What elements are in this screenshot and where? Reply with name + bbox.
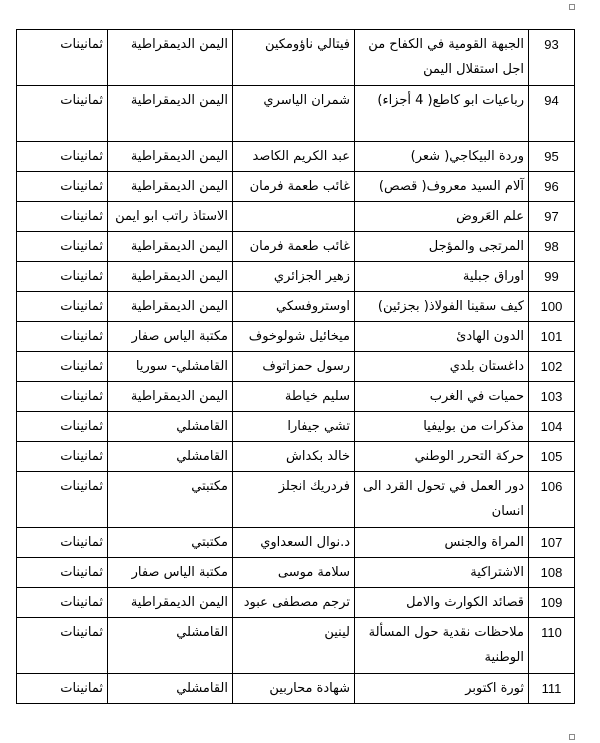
book-title-cell: مذكرات من بوليفيا [355, 412, 529, 442]
row-number-cell: 93 [529, 30, 575, 86]
book-author-cell: اوستروفسكي [233, 292, 355, 322]
book-author-cell: ترجم مصطفى عبود [233, 588, 355, 618]
book-author-cell: عبد الكريم الكاصد [233, 142, 355, 172]
book-period-cell: ثمانينات [17, 292, 108, 322]
book-period-cell: ثمانينات [17, 352, 108, 382]
row-number-cell: 103 [529, 382, 575, 412]
book-period-cell: ثمانينات [17, 528, 108, 558]
book-publisher-cell: اليمن الديمقراطية [108, 262, 233, 292]
book-title-cell: ثورة اكتوبر [355, 674, 529, 704]
book-author-cell: د.نوال السعداوي [233, 528, 355, 558]
row-number-cell: 99 [529, 262, 575, 292]
row-number-cell: 95 [529, 142, 575, 172]
book-title-cell: المرتجى والمؤجل [355, 232, 529, 262]
table-row [17, 202, 575, 232]
book-publisher-cell: اليمن الديمقراطية [108, 86, 233, 142]
table-row [17, 472, 575, 528]
book-title-cell: الجبهة القومية في الكفاح من اجل استقلال اليمن [355, 30, 529, 86]
table-row [17, 352, 575, 382]
table-row [17, 442, 575, 472]
row-number-cell: 97 [529, 202, 575, 232]
book-title-cell: الدون الهادئ [355, 322, 529, 352]
book-publisher-cell: اليمن الديمقراطية [108, 382, 233, 412]
row-number-cell: 102 [529, 352, 575, 382]
book-publisher-cell: اليمن الديمقراطية [108, 588, 233, 618]
book-publisher-cell: مكتبتي [108, 528, 233, 558]
table-row [17, 618, 575, 674]
books-table [16, 29, 575, 704]
book-publisher-cell: القامشلي [108, 618, 233, 674]
row-number-cell: 109 [529, 588, 575, 618]
book-period-cell: ثمانينات [17, 674, 108, 704]
book-publisher-cell: مكتبتي [108, 472, 233, 528]
table-row [17, 142, 575, 172]
row-number-cell: 98 [529, 232, 575, 262]
book-title-cell: الاشتراكية [355, 558, 529, 588]
book-author-cell [233, 202, 355, 232]
book-period-cell: ثمانينات [17, 588, 108, 618]
book-author-cell: فردريك انجلز [233, 472, 355, 528]
page-corner-mark-top [569, 4, 575, 10]
book-period-cell: ثمانينات [17, 412, 108, 442]
book-title-cell: علم العَروض [355, 202, 529, 232]
book-period-cell: ثمانينات [17, 558, 108, 588]
row-number-cell: 105 [529, 442, 575, 472]
book-title-cell: حركة التحرر الوطني [355, 442, 529, 472]
book-author-cell: فيتالي ناؤومكين [233, 30, 355, 86]
book-period-cell: ثمانينات [17, 202, 108, 232]
book-period-cell: ثمانينات [17, 232, 108, 262]
book-publisher-cell: اليمن الديمقراطية [108, 232, 233, 262]
table-row [17, 558, 575, 588]
book-period-cell: ثمانينات [17, 142, 108, 172]
book-period-cell: ثمانينات [17, 262, 108, 292]
book-publisher-cell: اليمن الديمقراطية [108, 172, 233, 202]
book-publisher-cell: اليمن الديمقراطية [108, 292, 233, 322]
book-title-cell: حميات في الغرب [355, 382, 529, 412]
book-title-cell: كيف سقينا الفولاذ( بجزئين) [355, 292, 529, 322]
book-title-cell: المراة والجنس [355, 528, 529, 558]
book-publisher-cell: مكتبة الياس صفار [108, 558, 233, 588]
book-period-cell: ثمانينات [17, 30, 108, 86]
row-number-cell: 111 [529, 674, 575, 704]
book-period-cell: ثمانينات [17, 472, 108, 528]
row-number-cell: 100 [529, 292, 575, 322]
table-row [17, 382, 575, 412]
book-author-cell: شمران الياسري [233, 86, 355, 142]
table-row [17, 412, 575, 442]
table-row [17, 262, 575, 292]
book-author-cell: لينين [233, 618, 355, 674]
book-title-cell: دور العمل في تحول القرد الى انسان [355, 472, 529, 528]
book-author-cell: رسول حمزاتوف [233, 352, 355, 382]
book-period-cell: ثمانينات [17, 382, 108, 412]
book-period-cell: ثمانينات [17, 86, 108, 142]
book-title-cell: قصائد الكوارث والامل [355, 588, 529, 618]
table-row [17, 30, 575, 86]
book-author-cell: غائب طعمة فرمان [233, 172, 355, 202]
table-row [17, 588, 575, 618]
book-publisher-cell: القامشلي [108, 412, 233, 442]
table-row [17, 528, 575, 558]
book-title-cell: وردة البيكاجي( شعر) [355, 142, 529, 172]
book-title-cell: داغستان بلدي [355, 352, 529, 382]
book-publisher-cell: القامشلي- سوريا [108, 352, 233, 382]
book-author-cell: خالد بكداش [233, 442, 355, 472]
table-row [17, 172, 575, 202]
book-publisher-cell: مكتبة الياس صفار [108, 322, 233, 352]
book-period-cell: ثمانينات [17, 172, 108, 202]
book-publisher-cell: القامشلي [108, 674, 233, 704]
book-author-cell: سليم خياطة [233, 382, 355, 412]
row-number-cell: 104 [529, 412, 575, 442]
book-author-cell: ميخائيل شولوخوف [233, 322, 355, 352]
table-row [17, 232, 575, 262]
table-row [17, 86, 575, 142]
book-publisher-cell: القامشلي [108, 442, 233, 472]
table-row [17, 674, 575, 704]
row-number-cell: 96 [529, 172, 575, 202]
book-title-cell: آلام السيد معروف( قصص) [355, 172, 529, 202]
page-corner-mark-bottom [569, 734, 575, 740]
book-publisher-cell: الاستاذ راتب ابو ايمن [108, 202, 233, 232]
row-number-cell: 110 [529, 618, 575, 674]
book-title-cell: ملاحظات نقدية حول المسألة الوطنية [355, 618, 529, 674]
book-title-cell: اوراق جبلية [355, 262, 529, 292]
book-period-cell: ثمانينات [17, 442, 108, 472]
table-row [17, 292, 575, 322]
row-number-cell: 107 [529, 528, 575, 558]
row-number-cell: 101 [529, 322, 575, 352]
books-table-body [17, 30, 575, 704]
book-author-cell: تشي جيفارا [233, 412, 355, 442]
book-author-cell: زهير الجزائري [233, 262, 355, 292]
book-author-cell: سلامة موسى [233, 558, 355, 588]
book-period-cell: ثمانينات [17, 618, 108, 674]
table-row [17, 322, 575, 352]
book-author-cell: شهادة محاربين [233, 674, 355, 704]
book-title-cell: رباعيات ابو كاطع( 4 أجزاء) [355, 86, 529, 142]
book-author-cell: غائب طعمة فرمان [233, 232, 355, 262]
book-period-cell: ثمانينات [17, 322, 108, 352]
book-publisher-cell: اليمن الديمقراطية [108, 142, 233, 172]
row-number-cell: 108 [529, 558, 575, 588]
book-publisher-cell: اليمن الديمقراطية [108, 30, 233, 86]
row-number-cell: 106 [529, 472, 575, 528]
row-number-cell: 94 [529, 86, 575, 142]
